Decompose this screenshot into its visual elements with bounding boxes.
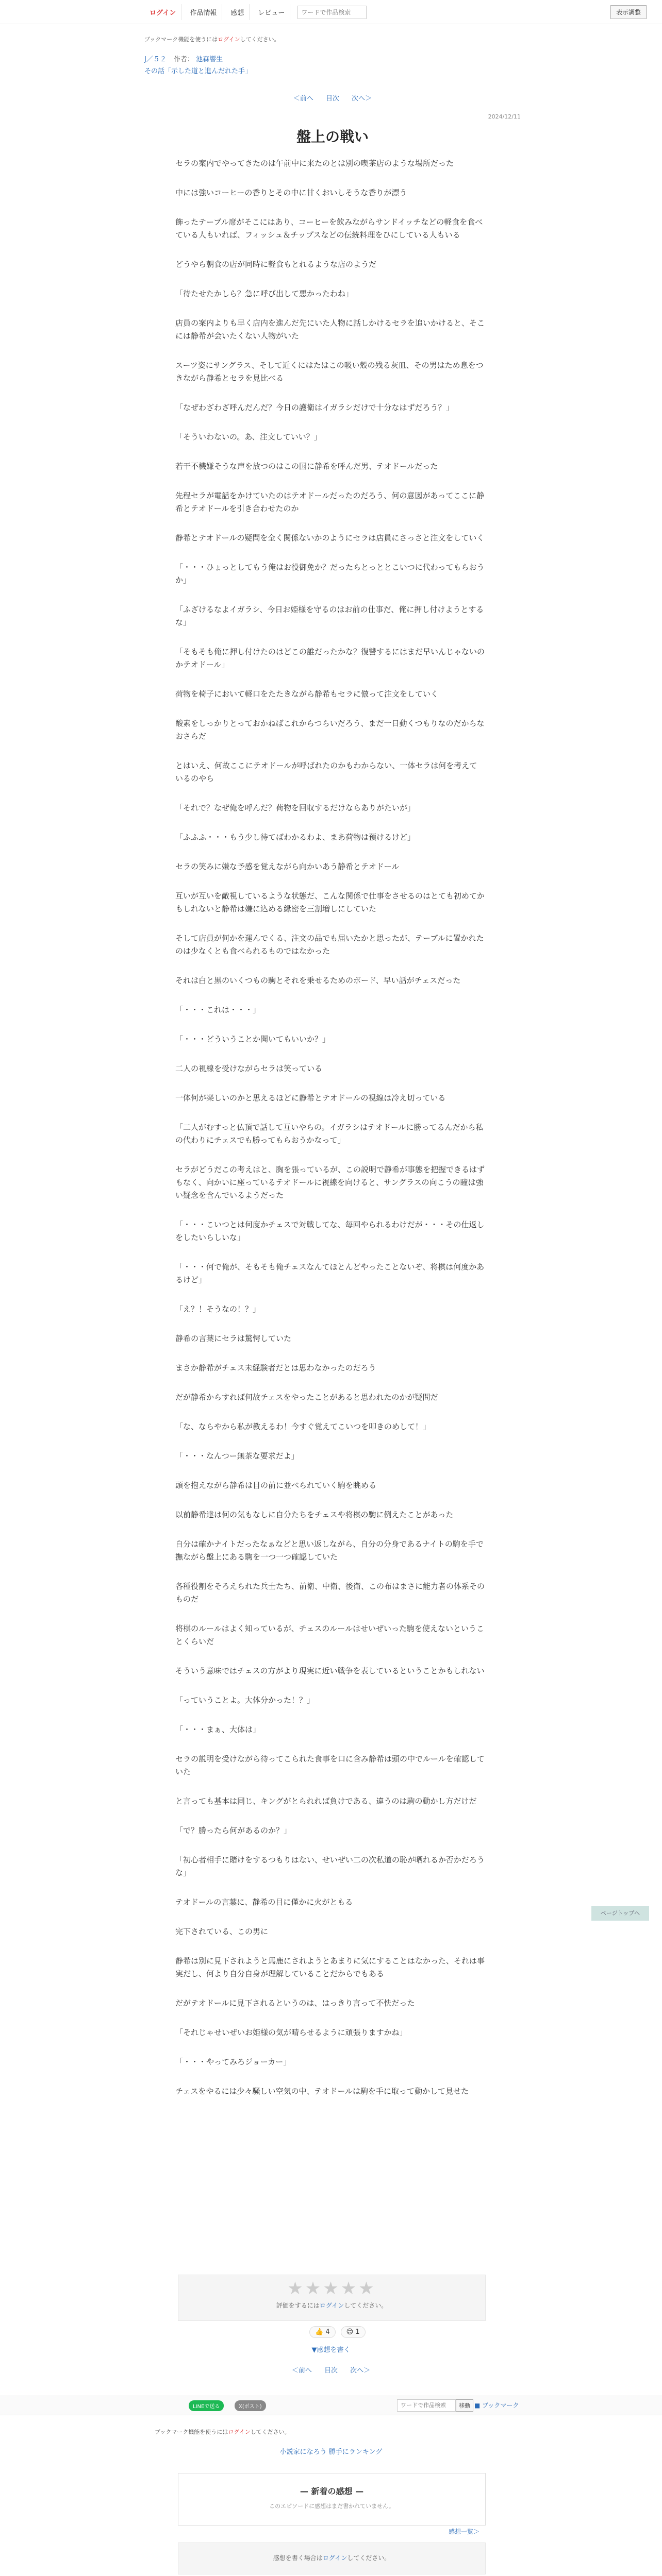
pager-bottom [0,2365,662,2375]
body-paragraph: 先程セラが電話をかけていたのはテオドールだったのだろう、何の意図があってここに静希とテオドールを引き合わせたのか [175,491,485,513]
body-paragraph: だがテオドールに見下されるというのは、はっきり言って不快だった [175,1998,415,2008]
thumbs-up-icon: 👍 [315,2328,324,2336]
review-link[interactable]: レビュー [253,4,290,20]
body-paragraph: 店員の案内よりも早く店内を進んだ先にいた人物に話しかけるセラを追いかけると、そこには静希が会いたくない人物がいた [175,318,485,341]
body-paragraph: セラがどうだこの考えはと、胸を張っているが、この説明で静希が事態を把握できるはずもなく、向かいに座っているテオドールに視線を向けると、サングラスの向こうの瞳は強い疑念を含んでいるようだった [175,1165,485,1200]
notice-suffix: してください。 [240,36,280,43]
post-date: 2024/12/11 [488,113,521,120]
ranking-link[interactable]: 小説家になろう 勝手にランキング [279,2448,383,2456]
body-paragraph: 以前静希達は何の気もなしに自分たちをチェスや将棋の駒に例えたことがあった [175,1510,454,1519]
reaction-good[interactable] [309,2326,336,2338]
body-paragraph: 「え？！そうなの！？」 [175,1304,261,1314]
episode-subtitle-wrap [144,126,521,146]
reactions [309,2326,366,2338]
body-paragraph: 「・・・何で俺が、そもそも俺チェスなんてほとんどやったことないぞ、将棋は何度かあるけど」 [175,1262,485,1284]
toc-link[interactable]: 目次 [325,95,339,103]
impressions-link[interactable]: 感想 [225,4,250,20]
reviews-title: — 新着の感想 — [300,2486,364,2496]
top-bar [0,0,662,24]
body-paragraph: 静希の言葉にセラは驚愕していた [175,1334,292,1343]
line-share-button[interactable]: LINEで送る [189,2400,224,2411]
notice-login-link[interactable]: ログイン [228,2429,251,2435]
display-settings-button[interactable]: 表示調整 [610,5,647,19]
rating-box [178,2275,486,2321]
body-paragraph: 二人の視線を受けながらセラは笑っている [175,1064,323,1073]
body-paragraph: 「・・・ひょっとしてもう俺はお役御免か？だったらとっととこいつに代わってもらおうか」 [175,563,485,585]
works-info-link[interactable]: 作品情報 [185,4,222,20]
body-paragraph: それは白と黒のいくつもの駒とそれを乗せるためのボード、早い話がチェスだった [175,976,461,985]
body-paragraph: 「・・・まぁ、大体は」 [175,1725,261,1734]
author-label: 作者： [173,56,194,63]
novel-info [144,54,521,75]
body-paragraph: 「な、ならやから私が教えるわ！今すぐ覚えてこいつを叩きのめして！」 [175,1422,431,1431]
body-paragraph: 「っていうことよ。大体分かった！？」 [175,1696,315,1705]
body-paragraph: どうやら朝食の店が同時に軽食もとれるような店のようだ [175,260,377,269]
notice-login-link[interactable]: ログイン [218,36,240,43]
write-review-link[interactable]: ▼感想を書く [311,2346,351,2354]
body-paragraph: 「それじゃせいぜいお姫様の気が晴らせるように頑張りますかね」 [175,2028,407,2037]
bookmark-button[interactable]: ■ ブックマーク [474,2402,519,2409]
top-nav [144,4,367,20]
rating-login-link[interactable]: ログイン [319,2302,344,2309]
comment-login-link[interactable]: ログイン [322,2554,347,2562]
body-paragraph: チェスをやるには少々騒しい空気の中、テオドールは駒を手に取って動かして見せた [175,2087,469,2096]
author-link[interactable]: 池森響生 [196,56,223,63]
body-paragraph: 互いが互いを敵視しているような状態だ、こんな関係で仕事をさせるのはとても初めてかもしれないと静希は嫌に込める縁密を三割増しにしていた [175,891,485,913]
share-bar [0,2396,662,2415]
body-paragraph: 「初心者相手に賭けをするつもりはない、せいぜい二の次私道の恥が晒れるか否かだろうな」 [175,1855,485,1877]
body-paragraph: まさか静希がチェス未経験者だとは思わなかったのだろう [175,1363,376,1372]
body-paragraph: 「そういわないの。あ、注文していい？」 [175,432,322,442]
novel-body [175,157,485,2114]
body-paragraph: 「そもそも俺に押し付けたのはどこの誰だったかな？復讐するにはまだ早いんじゃないのかテオドール」 [175,647,485,669]
toc-link[interactable]: 目次 [324,2367,338,2375]
body-paragraph: 酸素をしっかりとっておかねばこれからつらいだろう、まだ一日動くつもりなのだからなおさらだ [175,719,485,741]
body-paragraph: 「で？勝ったら何があるのか？」 [175,1826,292,1835]
body-paragraph: 将棋のルールはよく知っているが、チェスのルールはせいぜいった駒を使えないということくらいだ [175,1624,484,1646]
body-paragraph: 「・・・やってみろジョーカー」 [175,2057,291,2066]
body-paragraph: 「なぜわざわざ呼んだんだ？今日の護衛はイガラシだけで十分なはずだろう？」 [175,403,454,412]
prev-link[interactable]: ＜前へ [291,2367,312,2375]
body-paragraph: 一体何が楽しいのかと思えるほどに静希とテオドールの視線は冷え切っている [175,1093,446,1103]
body-paragraph: 完下されている、この男に [175,1927,269,1936]
body-paragraph: 「それで？なぜ俺を呼んだ？荷物を回収するだけならありがたいが」 [175,803,416,812]
body-paragraph: 各種役割をそろえられた兵士たち、前衛、中衛、後衛、この布はまさに能力者の体系そのものだ [175,1582,485,1604]
rating-message [178,2301,485,2310]
series-link[interactable]: J／５２ [144,56,167,63]
chapter-title: その話「示した道と進んだれた手」 [144,67,252,75]
notice-suffix: してください。 [250,2429,290,2435]
next-link[interactable]: 次へ＞ [352,95,372,103]
reaction-count: 1 [355,2328,360,2336]
reviews-list-link[interactable]: 感想一覧＞ [449,2528,480,2535]
body-paragraph: 静希は別に見下されようと馬鹿にされようとあまりに気にすることはなかった、それは事実だし、何より自分自身が理解していることだからでもある [175,1956,485,1978]
body-paragraph: 若干不機嫌そうな声を放つのはこの国に静希を呼んだ男、テオドールだった [175,462,438,471]
body-paragraph: と言っても基本は同じ、キングがとられれば負けである、違うのは駒の動かし方だけだ [175,1797,477,1806]
body-paragraph: 自分は確かナイトだったなぁなどと思い返しながら、自分の分身であるナイトの駒を手で撫ながら盤上にある駒を一つ一つ確認していた [175,1539,484,1562]
body-paragraph: テオドールの言葉に、静希の目に僅かに火がともる [175,1897,353,1907]
body-paragraph: 「・・・これは・・・」 [175,1005,261,1014]
login-msg-prefix: 感想を書く場合は [273,2554,323,2562]
rating-stars[interactable]: ★★★★★ [287,2278,376,2299]
prev-link[interactable]: ＜前へ [293,95,313,103]
body-paragraph: 「二人がむすっと仏頂で話して互いやらの。イガラシはテオドールに勝ってるんだから私の代わりにチェスでも勝ってもらおうかなって」 [175,1123,484,1145]
page-top-button[interactable]: ページトップへ [591,1906,649,1921]
body-paragraph: とはいえ、何故ここにテオドールが呼ばれたのかもわからない、一体セラは何を考えているのやら [175,761,477,783]
body-paragraph: 「待たせたかしら？急に呼び出して悪かったわね」 [175,289,354,298]
pager-top [144,93,521,103]
body-paragraph: 静希とテオドールの疑問を全く関係ないかのようにセラは店員にさっさと注文をしていく [175,533,485,543]
body-paragraph: 「・・・こいつとは何度かチェスで対戦してな、毎回やられるわけだが・・・その仕返しをしたいらしいな」 [175,1220,485,1242]
body-paragraph: そして店員が何かを運んでくる、注文の品でも届いたかと思ったが、テーブルに置かれたのは少なくとも食べられるものではなかった [175,934,484,956]
reaction-count: 4 [325,2328,330,2336]
login-msg-suffix: してください。 [347,2554,391,2562]
rating-msg-prefix: 評価をするには [276,2302,320,2309]
x-share-button[interactable]: X(ポスト) [235,2400,266,2411]
body-paragraph: セラの説明を受けながら待ってこられた食事を口に含み静希は頭の中でルールを確認していた [175,1754,485,1776]
search-input[interactable] [297,6,367,19]
body-paragraph: そういう意味ではチェスの方がより現実に近い戦争を表しているということかもしれない [175,1666,485,1675]
next-link[interactable]: 次へ＞ [350,2367,371,2375]
body-paragraph: 「・・・なんつー無茶な要求だよ」 [175,1451,299,1461]
reviews-box [178,2473,486,2526]
body-paragraph: 「ふふふ・・・もう少し待てばわかるわよ、まあ荷物は預けるけど」 [175,833,416,842]
body-paragraph: スーツ姿にサングラス、そして近くにはたはこの吸い殻の残る灰皿、その男はため息をつきながら静希とセラを見比べる [175,361,484,383]
body-paragraph: 「・・・どういうことか聞いてもいいか？」 [175,1035,330,1044]
footer-search-button[interactable]: 移動 [456,2399,473,2412]
rating-msg-suffix: してください。 [344,2302,388,2309]
comment-login-box [178,2543,486,2574]
notice-prefix: ブックマーク機能を使うには [155,2429,228,2435]
reaction-smile[interactable] [341,2326,366,2338]
bookmark-notice-bottom [155,2428,290,2436]
episode-subtitle: 盤上の戦い [296,128,369,145]
body-paragraph: 飾ったテーブル席がそこにはあり、コーヒーを飲みながらサンドイッチなどの軽食を食べている人もいれば、フィッシュ＆チップスなどの伝統料理をひにしている人もいる [175,217,483,240]
smile-icon: 😊 [346,2328,354,2336]
body-paragraph: セラの案内でやってきたのは午前中に来たのとは別の喫茶店のような場所だった [175,159,454,168]
body-paragraph: だが静希からすれば何故チェスをやったことがあると思われたのかが疑問だ [175,1393,438,1402]
footer-search-input[interactable] [397,2399,456,2412]
notice-prefix: ブックマーク機能を使うには [144,36,218,43]
body-paragraph: 中には強いコーヒーの香りとその中に甘くおいしそうな香りが漂う [175,188,407,197]
bookmark-notice [144,35,521,43]
body-paragraph: 「ふざけるなよイガラシ、今日お姫様を守るのはお前の仕事だ、俺に押し付けようとするな」 [175,605,484,627]
body-paragraph: セラの笑みに嫌な予感を覚えながら向かいあう静希とテオドール [175,862,400,871]
body-paragraph: 荷物を椅子において軽口をたたきながら静希もセラに倣って注文をしていく [175,689,439,699]
login-link[interactable]: ログイン [144,4,181,20]
body-paragraph: 頭を抱えながら静希は目の前に並べられていく駒を眺める [175,1481,377,1490]
reviews-empty-message: このエピソードに感想はまだ書かれていません。 [269,2503,394,2510]
